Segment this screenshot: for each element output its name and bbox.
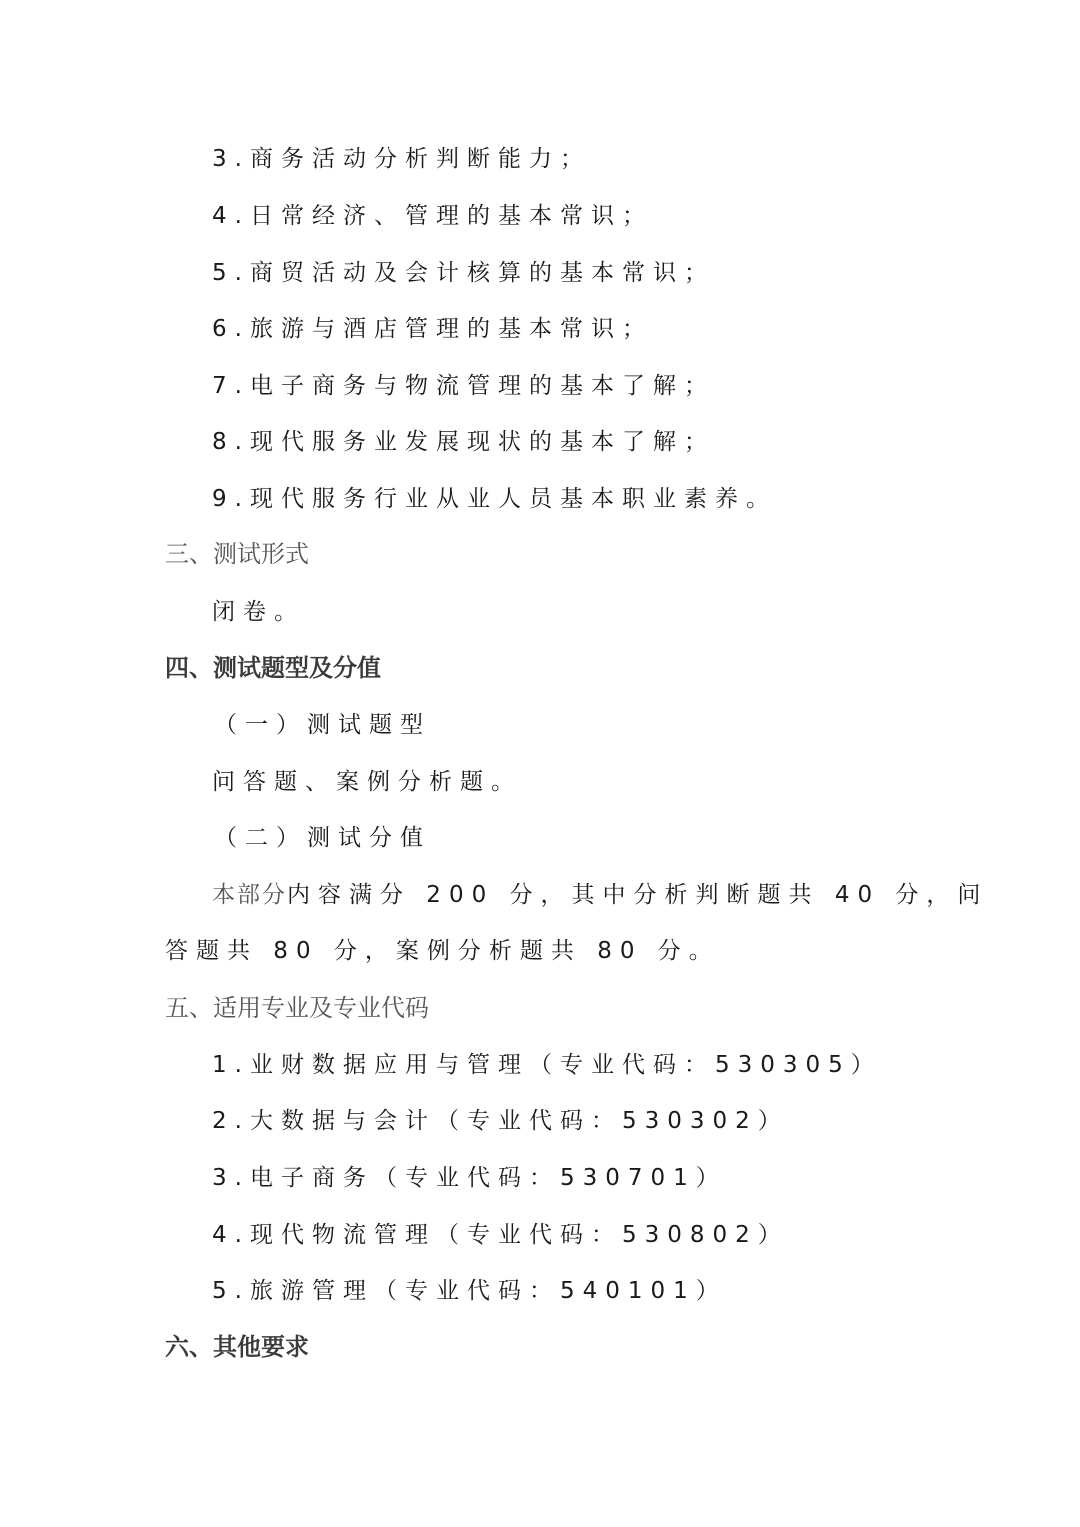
section-heading-other-requirements: 六、其他要求: [165, 1332, 309, 1361]
paragraph: 闭卷。: [212, 599, 305, 625]
list-item: 5.商贸活动及会计核算的基本常识；: [212, 260, 715, 286]
list-item: 9.现代服务行业从业人员基本职业素养。: [212, 486, 777, 512]
paragraph-continuation: 答题共 80 分，案例分析题共 80 分。: [165, 938, 720, 964]
list-item: 4.日常经济、管理的基本常识；: [212, 203, 653, 229]
list-item: 3.电子商务（专业代码：530701）: [212, 1165, 727, 1191]
list-item: 8.现代服务业发展现状的基本了解；: [212, 429, 715, 455]
paragraph-scores: [212, 880, 988, 910]
subsection-heading-question-types: （一）测试题型: [214, 712, 431, 738]
section-heading-question-types: 四、测试题型及分值: [165, 653, 381, 682]
list-item: 7.电子商务与物流管理的基本了解；: [212, 373, 715, 399]
list-item: 6.旅游与酒店管理的基本常识；: [212, 316, 653, 342]
list-item: 3.商务活动分析判断能力；: [212, 146, 591, 172]
section-heading-majors: 五、适用专业及专业代码: [165, 994, 429, 1022]
paragraph-prefix: 本部分: [212, 882, 287, 908]
list-item: 2.大数据与会计（专业代码：530302）: [212, 1108, 789, 1134]
subsection-heading-scores: （二）测试分值: [214, 825, 431, 851]
list-item: 5.旅游管理（专业代码：540101）: [212, 1278, 727, 1304]
list-item: 1.业财数据应用与管理（专业代码：530305）: [212, 1052, 882, 1078]
list-item: 4.现代物流管理（专业代码：530802）: [212, 1222, 789, 1248]
paragraph-text: 内容满分 200 分，其中分析判断题共 40 分，问: [287, 882, 989, 908]
section-heading-test-format: 三、测试形式: [165, 540, 309, 568]
paragraph: 问答题、案例分析题。: [212, 769, 522, 795]
